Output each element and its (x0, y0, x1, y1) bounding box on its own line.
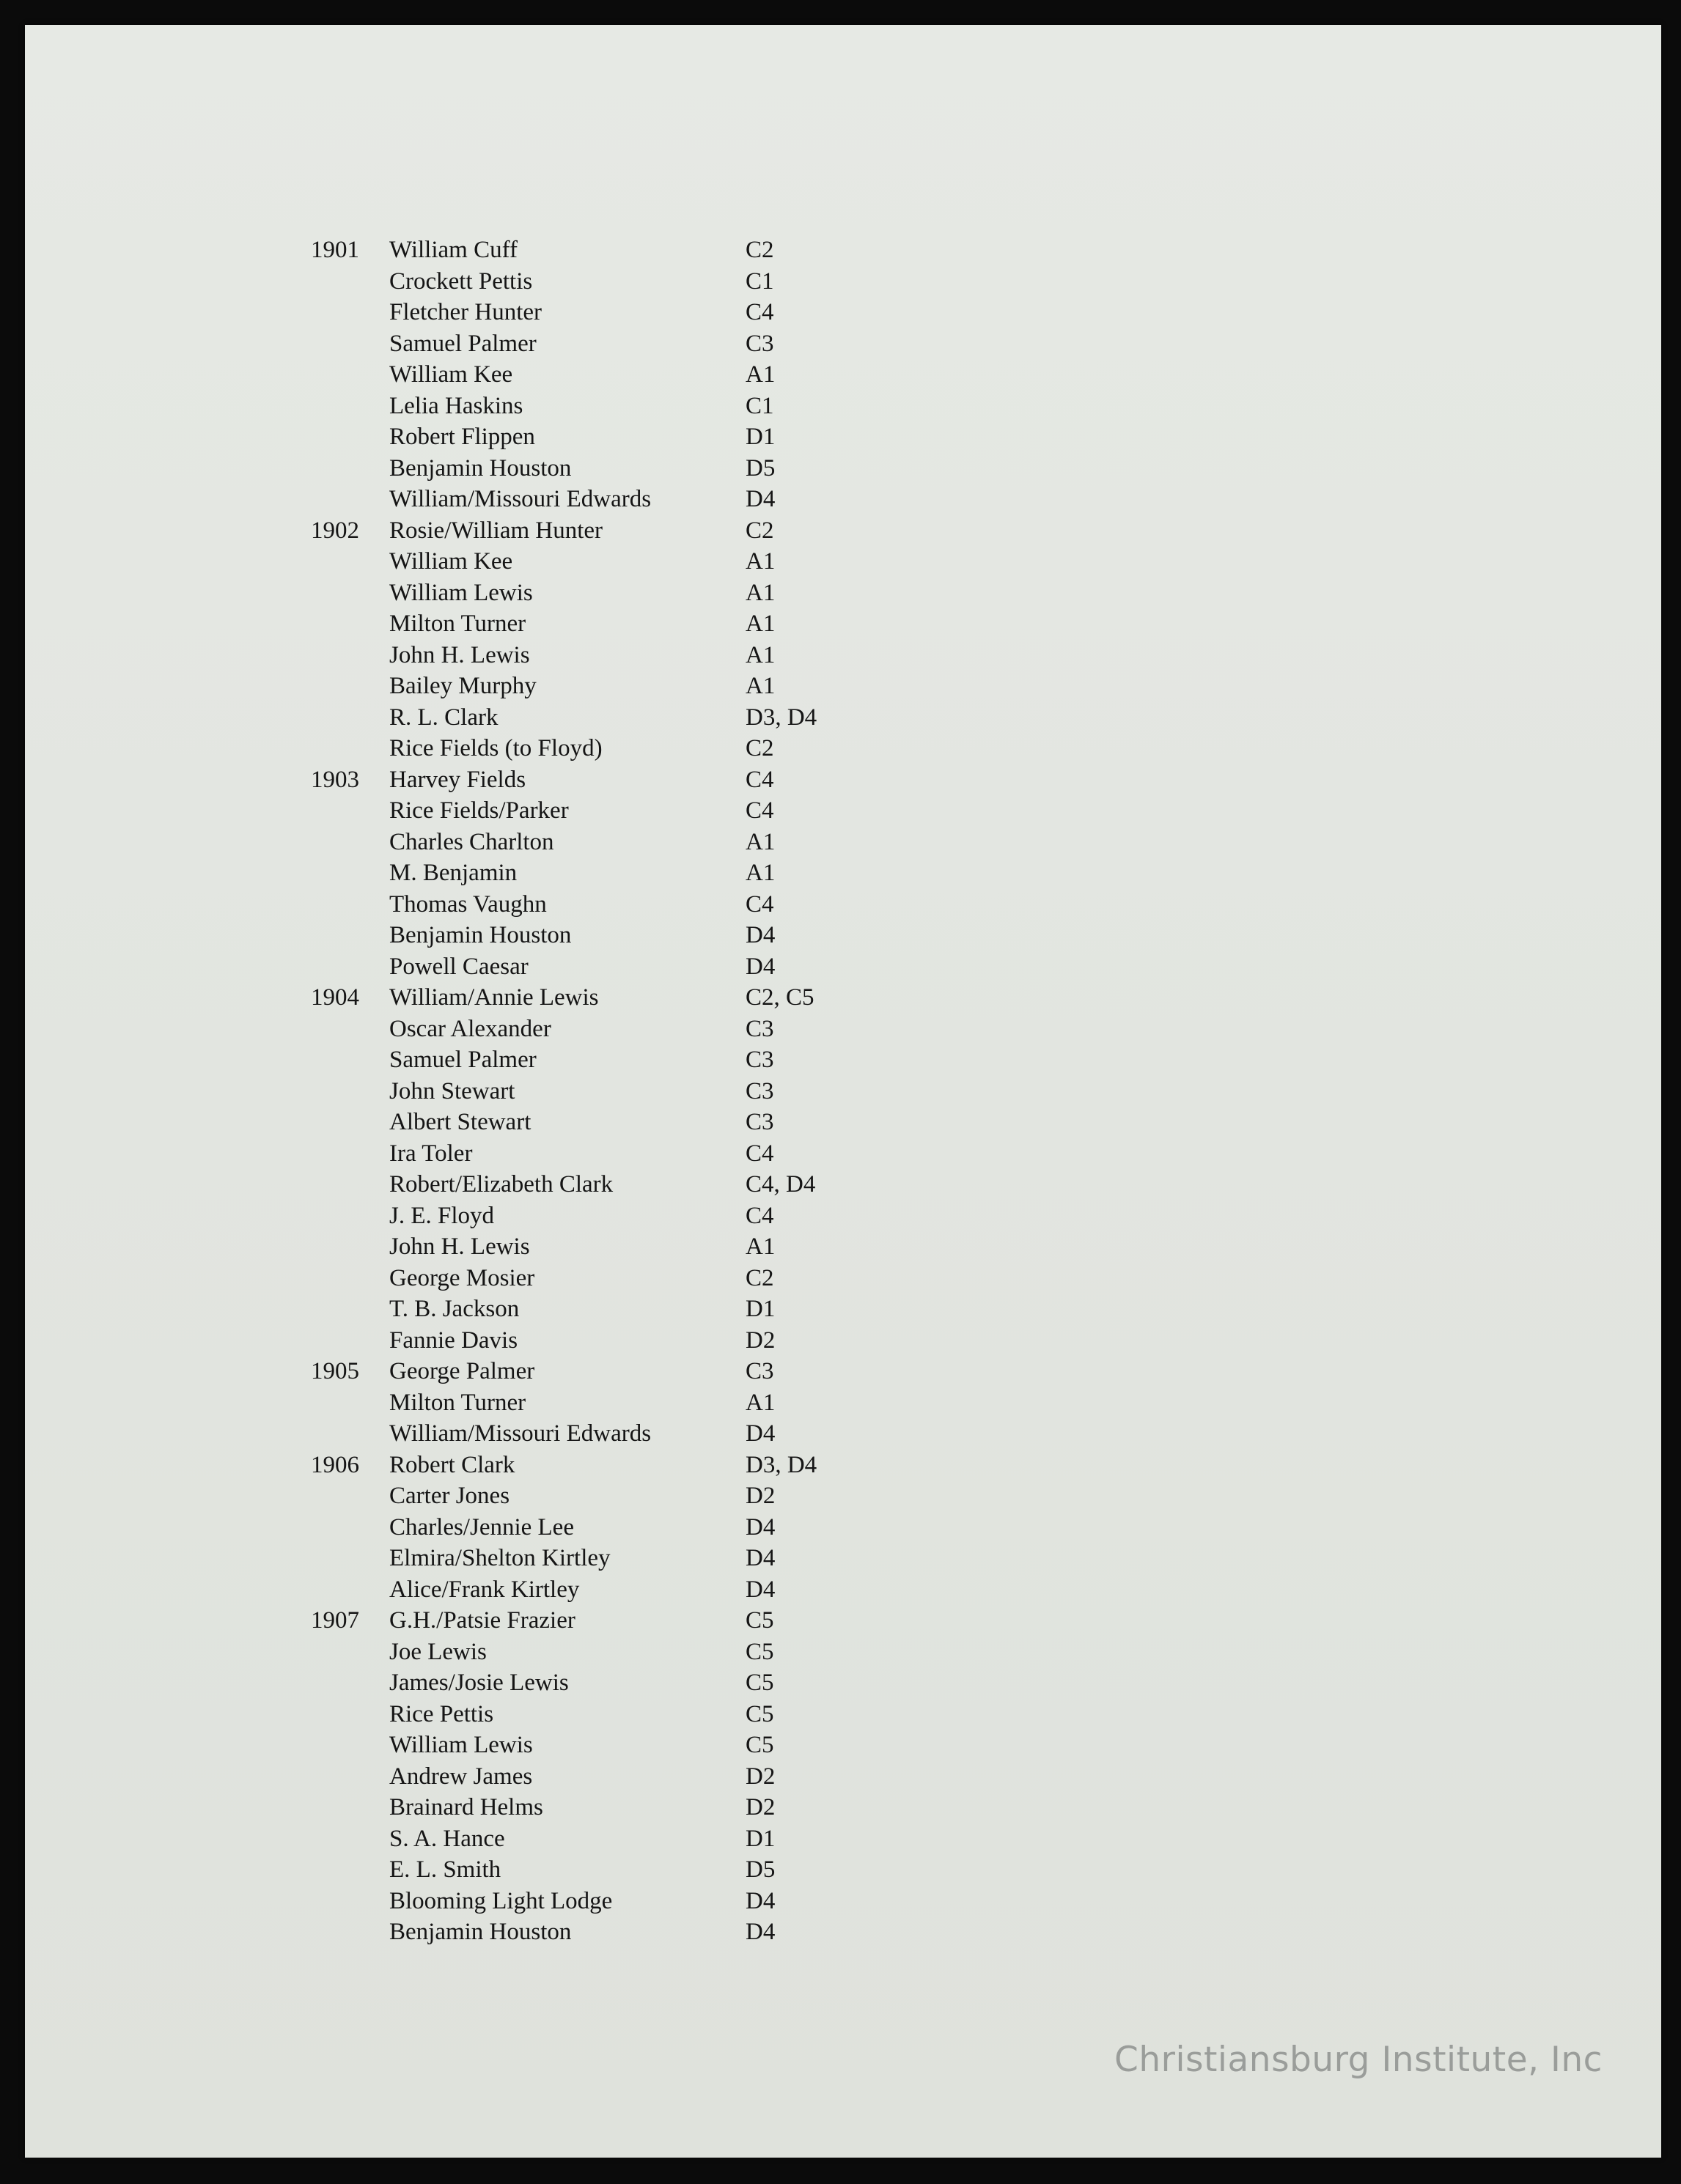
record-location: C2 (746, 517, 774, 544)
record-location: C5 (746, 1732, 774, 1758)
record-location: C3 (746, 1015, 774, 1042)
record-name: William Kee (389, 361, 513, 388)
record-row (25, 1044, 1051, 1076)
record-name: R. L. Clark (389, 704, 499, 731)
record-row (25, 1543, 1051, 1574)
record-name: M. Benjamin (389, 860, 518, 886)
record-row (25, 1450, 1051, 1481)
record-row (25, 795, 1051, 827)
record-location: D3, D4 (746, 704, 817, 731)
record-row (25, 982, 1051, 1014)
record-location: D2 (746, 1763, 776, 1790)
record-row (25, 702, 1051, 734)
record-location: C4 (746, 1140, 774, 1167)
record-name: Rice Pettis (389, 1700, 494, 1727)
record-row (25, 920, 1051, 951)
record-location: D2 (746, 1483, 776, 1509)
record-row (25, 328, 1051, 360)
record-location: C1 (746, 268, 774, 295)
record-row (25, 235, 1051, 266)
record-row (25, 266, 1051, 298)
record-location: C5 (746, 1670, 774, 1696)
record-row (25, 578, 1051, 609)
record-location: D4 (746, 953, 776, 980)
record-name: Blooming Light Lodge (389, 1887, 613, 1914)
record-location: A1 (746, 610, 776, 637)
record-row (25, 1667, 1051, 1699)
record-location: D4 (746, 1513, 776, 1541)
record-location: D1 (746, 1296, 776, 1322)
record-name: Benjamin Houston (389, 1919, 572, 1945)
record-name: Lelia Haskins (389, 392, 523, 419)
record-row (25, 1730, 1051, 1761)
record-name: Joe Lewis (389, 1638, 487, 1665)
record-name: Rosie/William Hunter (389, 517, 603, 544)
record-row (25, 640, 1051, 671)
record-row (25, 1699, 1051, 1730)
record-name: William/Annie Lewis (389, 984, 599, 1011)
record-name: Charles/Jennie Lee (389, 1513, 574, 1541)
record-row (25, 1761, 1051, 1793)
record-row (25, 1886, 1051, 1917)
record-row (25, 1854, 1051, 1886)
record-name: Benjamin Houston (389, 454, 572, 482)
record-location: C3 (746, 1109, 774, 1135)
record-name: Oscar Alexander (389, 1015, 551, 1042)
record-row (25, 889, 1051, 921)
record-row (25, 297, 1051, 328)
record-row (25, 484, 1051, 515)
record-location: C2 (746, 735, 774, 761)
record-name: Charles Charlton (389, 828, 554, 855)
record-location: C3 (746, 330, 774, 357)
record-row (25, 421, 1051, 453)
record-name: Alice/Frank Kirtley (389, 1576, 580, 1603)
record-name: Elmira/Shelton Kirtley (389, 1545, 611, 1571)
record-location: C4, D4 (746, 1171, 816, 1198)
record-row (25, 1823, 1051, 1855)
record-name: Thomas Vaughn (389, 890, 547, 918)
record-row (25, 857, 1051, 889)
record-name: George Mosier (389, 1264, 535, 1291)
record-year: 1904 (311, 984, 359, 1011)
record-row (25, 1792, 1051, 1823)
record-row (25, 515, 1051, 547)
record-location: D4 (746, 486, 776, 512)
record-name: Carter Jones (389, 1483, 510, 1509)
record-location: C4 (746, 299, 774, 325)
record-year: 1905 (311, 1358, 359, 1384)
record-name: Rice Fields (to Floyd) (389, 735, 603, 761)
record-location: A1 (746, 1233, 776, 1260)
record-location: A1 (746, 579, 776, 606)
record-row (25, 1263, 1051, 1294)
record-row (25, 1138, 1051, 1170)
record-row (25, 1076, 1051, 1107)
record-year: 1902 (311, 517, 359, 544)
record-name: Robert/Elizabeth Clark (389, 1171, 614, 1198)
record-row (25, 1574, 1051, 1606)
record-year: 1903 (311, 766, 359, 793)
record-row (25, 827, 1051, 858)
record-row (25, 764, 1051, 796)
record-name: Crockett Pettis (389, 268, 533, 295)
record-location: A1 (746, 828, 776, 855)
record-location: A1 (746, 860, 776, 886)
record-location: C2 (746, 237, 774, 263)
record-location: C4 (746, 766, 774, 793)
record-name: Harvey Fields (389, 766, 526, 793)
record-location: D4 (746, 1576, 776, 1603)
record-name: Robert Flippen (389, 424, 535, 450)
record-name: William Lewis (389, 579, 533, 606)
record-row (25, 1637, 1051, 1668)
record-name: Fannie Davis (389, 1327, 518, 1354)
record-row (25, 733, 1051, 764)
record-row (25, 1418, 1051, 1450)
record-name: Milton Turner (389, 610, 526, 637)
record-location: C3 (746, 1047, 774, 1073)
record-row (25, 1480, 1051, 1512)
record-location: C2, C5 (746, 984, 814, 1011)
record-row (25, 1107, 1051, 1138)
record-name: Samuel Palmer (389, 330, 537, 357)
watermark-text: Christiansburg Institute, Inc (1114, 2040, 1603, 2080)
record-location: D4 (746, 1887, 776, 1914)
record-location: D1 (746, 1825, 776, 1852)
record-location: C1 (746, 392, 774, 419)
record-row (25, 391, 1051, 422)
record-location: D4 (746, 1420, 776, 1447)
record-year: 1906 (311, 1451, 359, 1478)
record-location: C4 (746, 890, 774, 918)
record-location: D4 (746, 1919, 776, 1945)
record-name: Robert Clark (389, 1451, 515, 1478)
record-location: D3, D4 (746, 1451, 817, 1478)
record-row (25, 1387, 1051, 1419)
record-name: William Kee (389, 548, 513, 575)
record-name: Fletcher Hunter (389, 299, 542, 325)
record-row (25, 1356, 1051, 1387)
record-row (25, 1916, 1051, 1948)
record-name: Albert Stewart (389, 1109, 531, 1135)
record-row (25, 1200, 1051, 1232)
record-name: S. A. Hance (389, 1825, 505, 1852)
record-name: William/Missouri Edwards (389, 486, 652, 512)
record-location: C2 (746, 1264, 774, 1291)
record-name: Brainard Helms (389, 1794, 543, 1820)
record-location: D4 (746, 1545, 776, 1571)
record-name: E. L. Smith (389, 1856, 501, 1883)
record-name: James/Josie Lewis (389, 1670, 569, 1696)
record-location: C3 (746, 1358, 774, 1384)
record-row (25, 1231, 1051, 1263)
record-location: A1 (746, 1389, 776, 1416)
record-name: William/Missouri Edwards (389, 1420, 652, 1447)
record-row (25, 453, 1051, 484)
record-row (25, 1014, 1051, 1045)
record-location: D2 (746, 1327, 776, 1354)
record-name: William Cuff (389, 237, 518, 263)
record-name: John H. Lewis (389, 1233, 530, 1260)
record-name: John Stewart (389, 1077, 515, 1104)
record-name: G.H./Patsie Frazier (389, 1607, 575, 1634)
record-year: 1907 (311, 1607, 359, 1634)
record-row (25, 546, 1051, 578)
record-location: C4 (746, 1202, 774, 1229)
record-row (25, 1169, 1051, 1200)
record-row (25, 1294, 1051, 1325)
document-page (25, 25, 1661, 2158)
record-location: D5 (746, 454, 776, 482)
record-name: Powell Caesar (389, 953, 529, 980)
record-year: 1901 (311, 237, 359, 263)
record-location: D1 (746, 424, 776, 450)
record-location: A1 (746, 641, 776, 668)
record-name: Benjamin Houston (389, 922, 572, 948)
record-name: Milton Turner (389, 1389, 526, 1416)
record-name: Ira Toler (389, 1140, 473, 1167)
record-name: Bailey Murphy (389, 673, 537, 699)
record-row (25, 671, 1051, 702)
record-row (25, 608, 1051, 640)
record-row (25, 1325, 1051, 1357)
record-location: D5 (746, 1856, 776, 1883)
record-name: Rice Fields/Parker (389, 797, 569, 824)
record-name: Andrew James (389, 1763, 533, 1790)
record-location: A1 (746, 548, 776, 575)
record-location: D2 (746, 1794, 776, 1820)
record-row (25, 359, 1051, 391)
record-location: A1 (746, 673, 776, 699)
record-name: John H. Lewis (389, 641, 530, 668)
record-location: C3 (746, 1077, 774, 1104)
record-name: T. B. Jackson (389, 1296, 520, 1322)
records-list (25, 235, 1051, 1948)
record-location: C5 (746, 1638, 774, 1665)
record-location: A1 (746, 361, 776, 388)
record-row (25, 951, 1051, 983)
record-location: D4 (746, 922, 776, 948)
record-name: Samuel Palmer (389, 1047, 537, 1073)
record-location: C4 (746, 797, 774, 824)
record-row (25, 1512, 1051, 1543)
record-name: J. E. Floyd (389, 1202, 495, 1229)
record-location: C5 (746, 1607, 774, 1634)
record-row (25, 1605, 1051, 1637)
record-name: William Lewis (389, 1732, 533, 1758)
record-location: C5 (746, 1700, 774, 1727)
record-name: George Palmer (389, 1358, 535, 1384)
